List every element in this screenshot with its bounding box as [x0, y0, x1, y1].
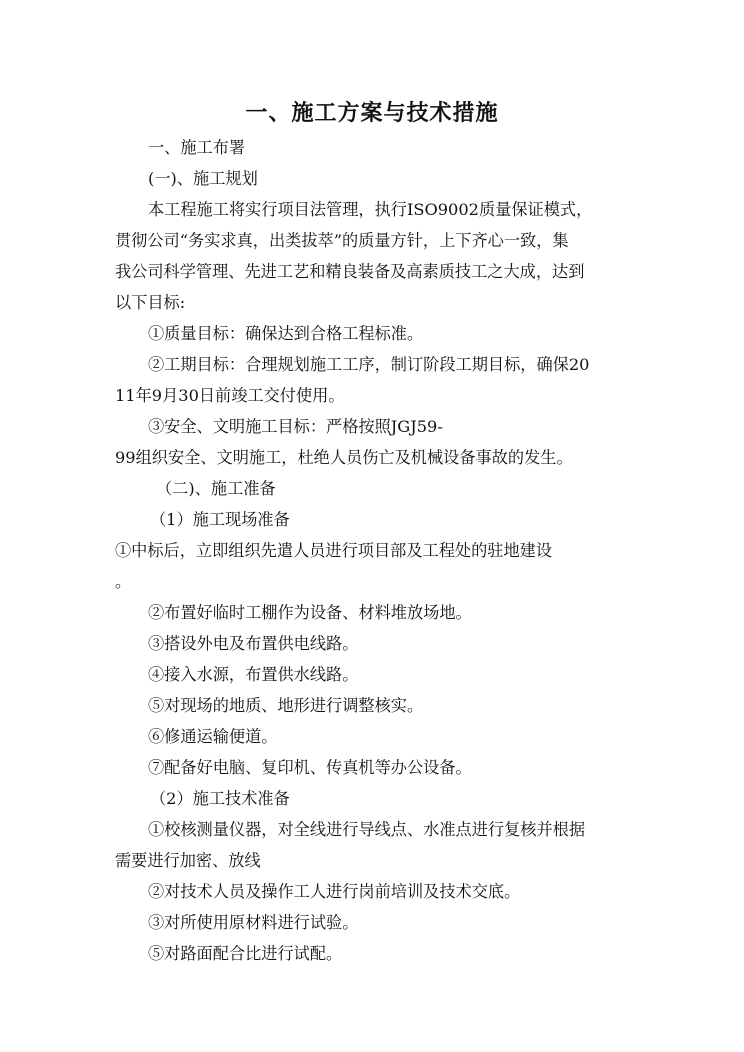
list-item: ③安全、文明施工目标：严格按照JGJ59- [148, 417, 443, 436]
document-title: 一、施工方案与技术措施 [245, 101, 499, 126]
list-item: ①校核测量仪器，对全线进行导线点、水准点进行复核并根据 [148, 820, 586, 839]
list-item: ⑥修通运输便道。 [148, 727, 278, 746]
subsection-heading: （1）施工现场准备 [150, 510, 290, 529]
list-item: ④接入水源，布置供水线路。 [148, 665, 359, 684]
paragraph-line: 以下目标: [115, 293, 186, 312]
list-item-continuation: 需要进行加密、放线 [115, 851, 261, 870]
paragraph-line: 本工程施工将实行项目法管理，执行ISO9002质量保证模式， [148, 200, 593, 219]
list-item: ③搭设外电及布置供电线路。 [148, 634, 359, 653]
paragraph-line: 我公司科学管理、先进工艺和精良装备及高素质技工之大成，达到 [115, 262, 585, 281]
list-item-continuation: 。 [115, 572, 132, 591]
list-item: ②工期目标：合理规划施工工序，制订阶段工期目标，确保20 [148, 355, 590, 374]
list-item-continuation: 99组织安全、文明施工，杜绝人员伤亡及机械设备事故的发生。 [115, 448, 573, 467]
list-item: ⑦配备好电脑、复印机、传真机等办公设备。 [148, 758, 472, 777]
list-item: ②布置好临时工棚作为设备、材料堆放场地。 [148, 603, 472, 622]
list-item: ①质量目标：确保达到合格工程标准。 [148, 324, 424, 343]
subsection-heading: (一)、施工规划 [148, 169, 258, 188]
list-item: ⑤对现场的地质、地形进行调整核实。 [148, 696, 424, 715]
paragraph-line: 贯彻公司“务实求真，出类拔萃”的质量方针，上下齐心一致，集 [115, 231, 569, 250]
list-item: ③对所使用原材料进行试验。 [148, 913, 359, 932]
section-heading: 一、施工布署 [148, 138, 246, 157]
list-item: ①中标后，立即组织先遣人员进行项目部及工程处的驻地建设 [115, 541, 553, 560]
list-item: ②对技术人员及操作工人进行岗前培训及技术交底。 [148, 882, 521, 901]
list-item: ⑤对路面配合比进行试配。 [148, 944, 343, 963]
list-item-continuation: 11年9月30日前竣工交付使用。 [115, 386, 345, 405]
subsection-heading: （二)、施工准备 [156, 479, 276, 498]
subsection-heading: （2）施工技术准备 [150, 789, 290, 808]
